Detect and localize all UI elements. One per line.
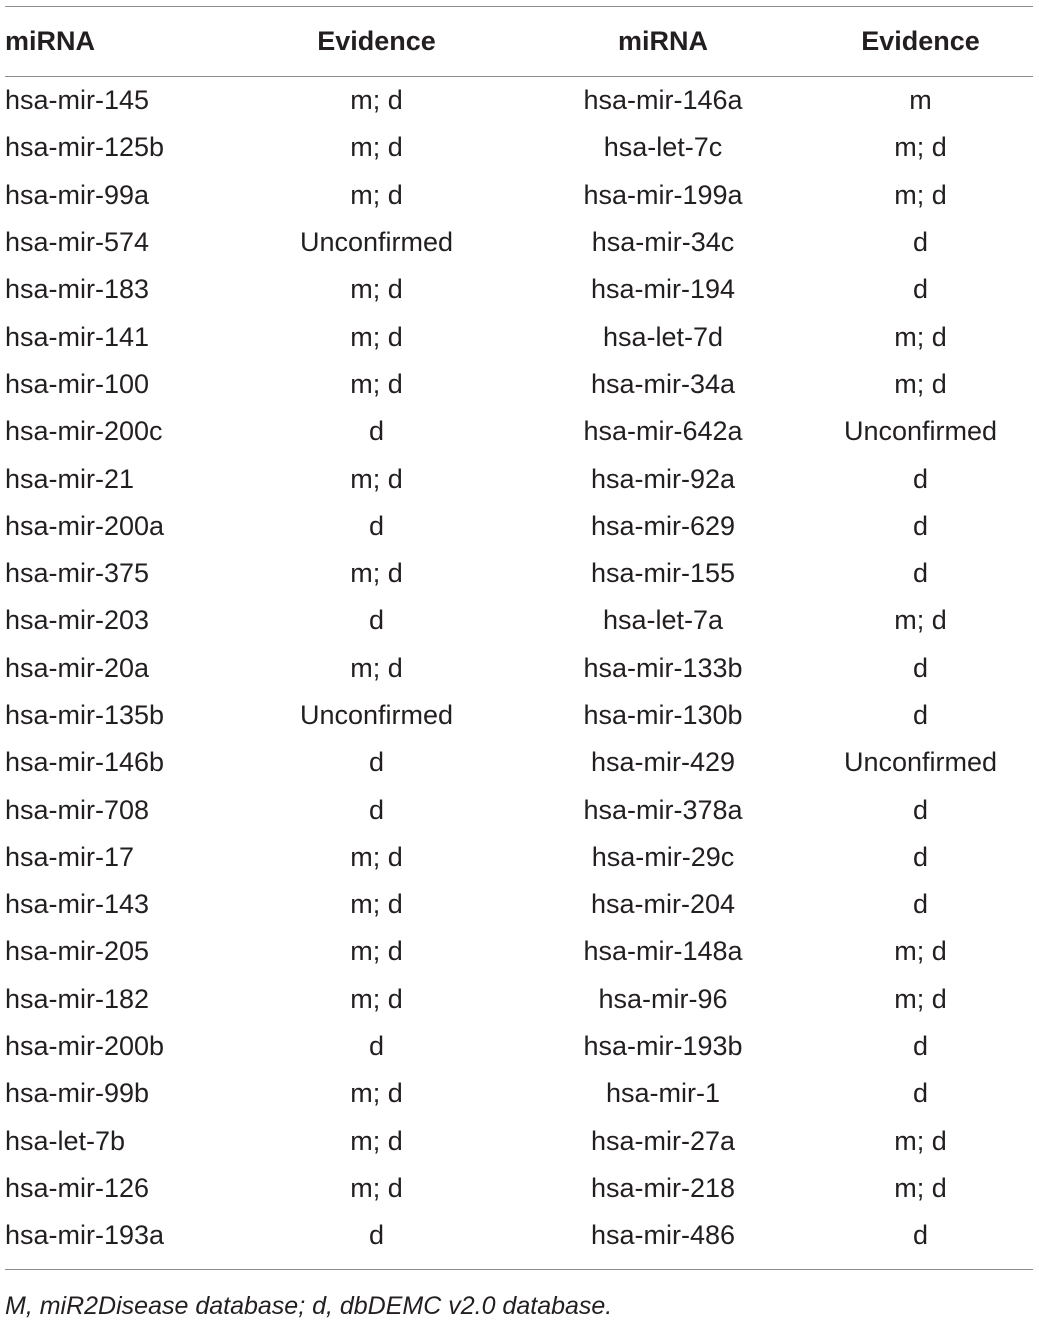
mirna-cell: hsa-mir-708 <box>5 794 150 825</box>
evidence-cell: m; d <box>350 1125 403 1156</box>
mirna-cell: hsa-mir-143 <box>5 889 150 920</box>
mirna-cell: hsa-mir-17 <box>5 841 135 872</box>
mirna-cell: hsa-mir-20a <box>5 652 150 683</box>
mirna-cell: hsa-mir-194 <box>590 274 736 305</box>
evidence-cell: m; d <box>894 179 947 210</box>
evidence-cell: m; d <box>894 936 947 967</box>
evidence-cell: d <box>368 605 385 636</box>
mirna-cell: hsa-mir-96 <box>598 983 728 1014</box>
table-row <box>5 1023 1033 1070</box>
evidence-cell: Unconfirmed <box>843 747 998 778</box>
mirna-cell: hsa-mir-146b <box>5 747 165 778</box>
table-row <box>5 645 1033 692</box>
mirna-cell: hsa-mir-182 <box>5 983 150 1014</box>
evidence-cell: d <box>912 889 929 920</box>
mirna-cell: hsa-mir-133b <box>583 652 743 683</box>
evidence-cell: m; d <box>350 558 403 589</box>
evidence-cell: Unconfirmed <box>299 700 454 730</box>
evidence-cell: d <box>912 1220 929 1251</box>
table-row <box>5 976 1033 1023</box>
mirna-cell: hsa-mir-100 <box>5 368 150 399</box>
table-row <box>5 1118 1033 1165</box>
mirna-cell: hsa-mir-1 <box>605 1078 720 1109</box>
mirna-cell: hsa-mir-92a <box>590 463 736 494</box>
evidence-cell: d <box>912 794 929 825</box>
evidence-cell: m; d <box>894 132 947 163</box>
evidence-cell: m; d <box>350 841 403 872</box>
evidence-cell: Unconfirmed <box>843 416 998 447</box>
mirna-cell: hsa-mir-155 <box>590 558 736 589</box>
evidence-cell: d <box>912 510 929 541</box>
table-row <box>5 408 1033 455</box>
table-row <box>5 550 1033 597</box>
evidence-cell: m; d <box>894 1172 947 1203</box>
table-row <box>5 692 1033 739</box>
evidence-cell: d <box>368 1220 385 1251</box>
table-row <box>5 313 1033 360</box>
evidence-cell: m; d <box>350 1078 403 1109</box>
evidence-cell: d <box>368 510 385 541</box>
evidence-cell: d <box>912 1031 929 1062</box>
mirna-cell: hsa-mir-135b <box>5 700 165 730</box>
mirna-cell: hsa-mir-21 <box>5 463 135 494</box>
evidence-cell: m; d <box>350 936 403 967</box>
mirna-cell: hsa-mir-125b <box>5 132 165 163</box>
table-row <box>5 834 1033 881</box>
mirna-cell: hsa-mir-200b <box>5 1031 165 1062</box>
mirna-evidence-table <box>5 7 1033 1269</box>
mirna-cell: hsa-mir-145 <box>5 85 150 116</box>
mirna-cell: hsa-mir-218 <box>590 1172 736 1203</box>
evidence-cell: Unconfirmed <box>299 227 454 258</box>
table-row <box>5 1165 1033 1212</box>
mirna-cell: hsa-mir-574 <box>5 227 150 258</box>
table-row <box>5 597 1033 644</box>
header-evidence-1: Evidence <box>317 26 436 56</box>
mirna-cell: hsa-mir-27a <box>590 1125 736 1156</box>
mirna-cell: hsa-mir-375 <box>5 558 150 589</box>
mirna-cell: hsa-mir-130b <box>583 700 743 730</box>
evidence-cell: d <box>912 1078 929 1109</box>
mirna-cell: hsa-mir-205 <box>5 936 150 967</box>
table-row <box>5 786 1033 833</box>
evidence-cell: m; d <box>350 889 403 920</box>
mirna-cell: hsa-mir-99a <box>5 179 150 210</box>
mirna-cell: hsa-mir-486 <box>590 1220 736 1251</box>
header-mirna-1: miRNA <box>5 26 96 56</box>
mirna-cell: hsa-mir-29c <box>591 841 735 872</box>
mirna-cell: hsa-mir-204 <box>590 889 736 920</box>
mirna-cell: hsa-mir-34c <box>591 227 735 258</box>
evidence-cell: d <box>912 463 929 494</box>
evidence-cell: d <box>912 558 929 589</box>
table-row <box>5 1212 1033 1269</box>
evidence-cell: m; d <box>894 321 947 352</box>
evidence-cell: d <box>912 700 929 730</box>
table-body <box>5 77 1033 1270</box>
table-row <box>5 219 1033 266</box>
table-row <box>5 1070 1033 1117</box>
mirna-cell: hsa-mir-99b <box>5 1078 150 1109</box>
evidence-cell: m; d <box>350 132 403 163</box>
mirna-cell: hsa-mir-126 <box>5 1172 150 1203</box>
bottom-rule <box>5 1269 1033 1270</box>
mirna-cell: hsa-mir-141 <box>5 321 150 352</box>
table-row <box>5 266 1033 313</box>
evidence-cell: d <box>368 747 385 778</box>
evidence-cell: m; d <box>350 1172 403 1203</box>
evidence-cell: d <box>368 794 385 825</box>
table-row <box>5 881 1033 928</box>
evidence-cell: m; d <box>350 179 403 210</box>
mirna-cell: hsa-let-7a <box>602 605 724 636</box>
mirna-cell: hsa-mir-629 <box>590 510 736 541</box>
table-row <box>5 928 1033 975</box>
mirna-cell: hsa-mir-429 <box>590 747 736 778</box>
evidence-cell: m; d <box>894 1125 947 1156</box>
mirna-cell: hsa-mir-148a <box>583 936 743 967</box>
evidence-cell: m; d <box>350 85 403 116</box>
evidence-cell: m; d <box>350 368 403 399</box>
mirna-cell: hsa-mir-146a <box>583 85 743 116</box>
evidence-cell: m; d <box>894 983 947 1014</box>
mirna-cell: hsa-let-7c <box>603 132 723 163</box>
evidence-cell: d <box>368 1031 385 1062</box>
mirna-cell: hsa-mir-203 <box>5 605 150 636</box>
table-footnote: M, miR2Disease database; d, dbDEMC v2.0 database. <box>5 1292 613 1320</box>
mirna-cell: hsa-mir-200c <box>5 416 163 447</box>
mirna-cell: hsa-mir-183 <box>5 274 150 305</box>
evidence-cell: m; d <box>350 983 403 1014</box>
mirna-cell: hsa-mir-193a <box>5 1220 165 1251</box>
evidence-cell: m; d <box>350 274 403 305</box>
mirna-evidence-table-container <box>5 6 1033 1270</box>
evidence-cell: d <box>912 841 929 872</box>
mirna-cell: hsa-mir-193b <box>583 1031 743 1062</box>
mirna-cell: hsa-mir-199a <box>583 179 743 210</box>
header-mirna-2: miRNA <box>617 26 708 56</box>
mirna-cell: hsa-mir-200a <box>5 510 165 541</box>
evidence-cell: m; d <box>894 605 947 636</box>
evidence-cell: d <box>912 227 929 258</box>
evidence-cell: d <box>368 416 385 447</box>
evidence-cell: m; d <box>894 368 947 399</box>
mirna-cell: hsa-let-7b <box>5 1125 126 1156</box>
evidence-cell: d <box>912 652 929 683</box>
mirna-cell: hsa-mir-34a <box>590 368 736 399</box>
table-row <box>5 455 1033 502</box>
table-row <box>5 739 1033 786</box>
evidence-cell: m <box>909 85 932 116</box>
table-row <box>5 503 1033 550</box>
table-row <box>5 77 1033 124</box>
table-row <box>5 361 1033 408</box>
evidence-cell: m; d <box>350 321 403 352</box>
evidence-cell: d <box>912 274 929 305</box>
table-row <box>5 172 1033 219</box>
evidence-cell: m; d <box>350 463 403 494</box>
table-row <box>5 124 1033 171</box>
mirna-cell: hsa-mir-642a <box>583 416 743 447</box>
mirna-cell: hsa-mir-378a <box>583 794 743 825</box>
header-evidence-2: Evidence <box>861 26 980 56</box>
mirna-cell: hsa-let-7d <box>602 321 724 352</box>
header-row <box>5 7 1033 77</box>
evidence-cell: m; d <box>350 652 403 683</box>
